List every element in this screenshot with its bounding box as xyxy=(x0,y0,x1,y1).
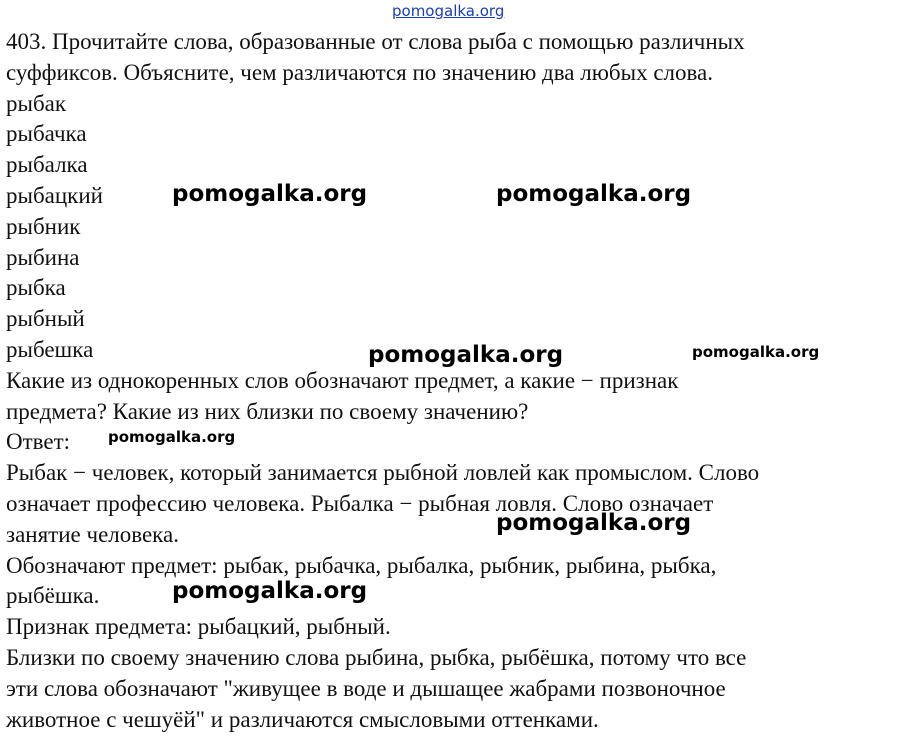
watermark: pomogalka.org xyxy=(368,342,564,368)
question-text-line: предмета? Какие из них близки по своему значению? xyxy=(6,398,529,424)
watermark: pomogalka.org xyxy=(692,343,820,361)
watermark: pomogalka.org xyxy=(172,181,368,207)
answer-label: Ответ: xyxy=(6,429,71,455)
word-list-item: рыбина xyxy=(6,244,80,270)
task-text-line: суффиксов. Объясните, чем различаются по значению два любых слова. xyxy=(6,59,714,85)
word-list-item: рыбешка xyxy=(6,336,94,362)
word-list-item: рыбник xyxy=(6,213,81,239)
exercise-document xyxy=(6,27,891,735)
answer-text-line: животное с чешуёй" и различаются смысловыми оттенками. xyxy=(6,706,599,732)
watermark: pomogalka.org xyxy=(496,181,692,207)
word-list-item: рыбка xyxy=(6,275,66,301)
watermark: pomogalka.org xyxy=(172,578,368,604)
answer-text-line: Близки по своему значению слова рыбина, рыбка, рыбёшка, потому что все xyxy=(6,644,747,670)
answer-text-line: занятие человека. xyxy=(6,521,179,547)
watermark: pomogalka.org xyxy=(496,510,692,536)
word-list-item: рыбалка xyxy=(6,152,88,178)
watermark: pomogalka.org xyxy=(108,428,236,446)
answer-text-line: рыбёшка. xyxy=(6,583,100,609)
question-text-line: Какие из однокоренных слов обозначают предмет, а какие − признак xyxy=(6,367,679,393)
word-list-item: рыбный xyxy=(6,306,85,332)
word-list-item: рыбачка xyxy=(6,121,87,147)
answer-text-line: Признак предмета: рыбацкий, рыбный. xyxy=(6,614,391,640)
answer-text-line: означает профессию человека. Рыбалка − рыбная ловля. Слово означает xyxy=(6,490,714,516)
word-list-item: рыбак xyxy=(6,90,67,116)
answer-text-line: Обозначают предмет: рыбак, рыбачка, рыбалка, рыбник, рыбина, рыбка, xyxy=(6,552,717,578)
answer-text-line: эти слова обозначают "живущее в воде и дышащее жабрами позвоночное xyxy=(6,675,726,701)
watermark-header-link[interactable]: pomogalka.org xyxy=(392,2,505,20)
answer-text-line: Рыбак − человек, который занимается рыбной ловлей как промыслом. Слово xyxy=(6,460,760,486)
word-list-item: рыбацкий xyxy=(6,182,103,208)
task-text-line: 403. Прочитайте слова, образованные от слова рыба с помощью различных xyxy=(6,29,745,54)
